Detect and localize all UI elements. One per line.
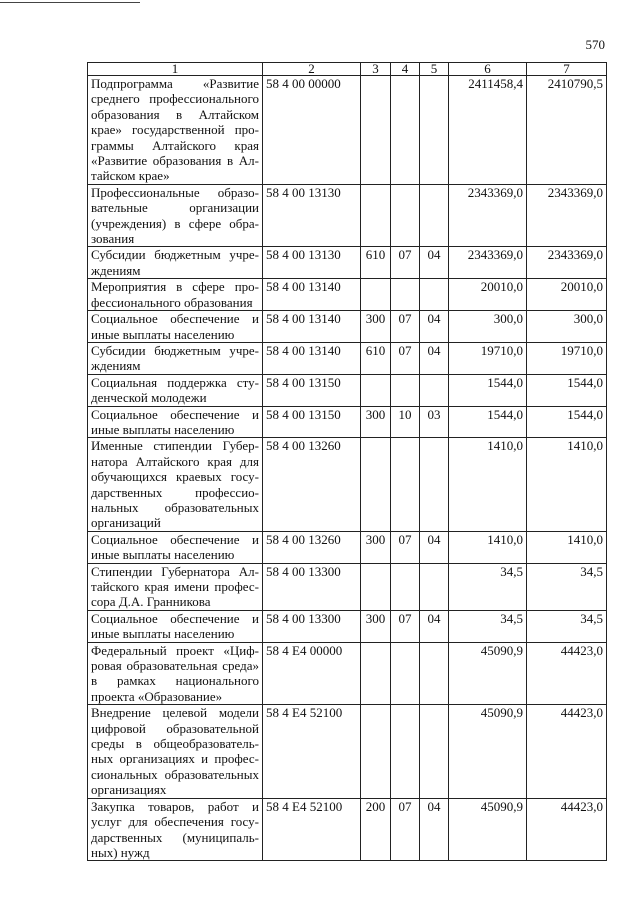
cell-amount-col6: 45090,9 (449, 642, 527, 705)
table-row (88, 705, 607, 798)
cell-name: Профессиональные образовательные организации (учреждения) в сфере образования (88, 184, 263, 247)
cell-section: 07 (391, 342, 420, 374)
cell-target-code: 58 4 E4 52100 (263, 798, 361, 861)
cell-section (391, 374, 420, 406)
cell-target-code: 58 4 00 13130 (263, 184, 361, 247)
cell-name: Субсидии бюджетным учреждениям (88, 247, 263, 279)
cell-amount-col7: 44423,0 (527, 642, 607, 705)
column-header: 6 (449, 63, 527, 76)
cell-expense-type: 300 (361, 311, 391, 343)
table-row (88, 610, 607, 642)
cell-expense-type: 610 (361, 342, 391, 374)
cell-target-code: 58 4 00 00000 (263, 76, 361, 185)
cell-target-code: 58 4 E4 00000 (263, 642, 361, 705)
cell-subsection: 04 (420, 311, 449, 343)
table-row (88, 438, 607, 531)
cell-amount-col7: 1410,0 (527, 531, 607, 563)
cell-section: 07 (391, 247, 420, 279)
cell-amount-col7: 2343369,0 (527, 247, 607, 279)
cell-amount-col7: 1544,0 (527, 374, 607, 406)
cell-name: Социальная поддержка студенческой молодежи (88, 374, 263, 406)
table-body (88, 76, 607, 861)
cell-section: 07 (391, 311, 420, 343)
cell-subsection: 04 (420, 247, 449, 279)
cell-amount-col7: 34,5 (527, 610, 607, 642)
table-row (88, 642, 607, 705)
cell-name: Социальное обеспечение и иные выплаты населению (88, 406, 263, 438)
cell-section: 07 (391, 798, 420, 861)
cell-target-code: 58 4 00 13300 (263, 563, 361, 610)
page-number: 570 (585, 37, 605, 52)
cell-amount-col7: 300,0 (527, 311, 607, 343)
cell-name: Подпрограмма «Развитие среднего профессионального образования в Алтайском крае» государственной программы Алтайского края «Развитие образования в Алтайском крае» (88, 76, 263, 185)
table-row (88, 342, 607, 374)
cell-subsection (420, 705, 449, 798)
cell-expense-type: 300 (361, 610, 391, 642)
table-row (88, 247, 607, 279)
cell-amount-col6: 34,5 (449, 610, 527, 642)
cell-expense-type: 300 (361, 531, 391, 563)
cell-amount-col7: 1410,0 (527, 438, 607, 531)
cell-section (391, 279, 420, 311)
cell-subsection (420, 76, 449, 185)
cell-expense-type (361, 279, 391, 311)
column-header: 3 (361, 63, 391, 76)
cell-amount-col6: 1410,0 (449, 531, 527, 563)
cell-amount-col6: 19710,0 (449, 342, 527, 374)
table-row (88, 76, 607, 185)
cell-subsection: 04 (420, 798, 449, 861)
cell-section: 07 (391, 531, 420, 563)
cell-name: Федеральный проект «Цифровая образовательная среда» в рамках национального проекта «Образование» (88, 642, 263, 705)
table-row (88, 184, 607, 247)
cell-name: Закупка товаров, работ и услуг для обеспечения государственных (муниципальных) нужд (88, 798, 263, 861)
cell-expense-type (361, 438, 391, 531)
cell-target-code: 58 4 00 13130 (263, 247, 361, 279)
cell-subsection (420, 438, 449, 531)
cell-section (391, 76, 420, 185)
cell-amount-col6: 34,5 (449, 563, 527, 610)
table-row (88, 406, 607, 438)
cell-amount-col7: 44423,0 (527, 798, 607, 861)
table-row (88, 798, 607, 861)
table-row (88, 374, 607, 406)
cell-target-code: 58 4 00 13260 (263, 531, 361, 563)
cell-expense-type (361, 642, 391, 705)
cell-target-code: 58 4 00 13300 (263, 610, 361, 642)
cell-target-code: 58 4 00 13140 (263, 279, 361, 311)
column-header: 2 (263, 63, 361, 76)
cell-target-code: 58 4 00 13150 (263, 406, 361, 438)
cell-section (391, 642, 420, 705)
cell-subsection: 04 (420, 342, 449, 374)
cell-amount-col7: 19710,0 (527, 342, 607, 374)
cell-target-code: 58 4 00 13140 (263, 342, 361, 374)
cell-name: Социальное обеспечение и иные выплаты населению (88, 610, 263, 642)
cell-amount-col6: 1410,0 (449, 438, 527, 531)
cell-amount-col6: 1544,0 (449, 406, 527, 438)
column-header: 4 (391, 63, 420, 76)
table-row (88, 311, 607, 343)
cell-name: Именные стипендии Губернатора Алтайского края для обучающихся краевых государственных профессиональных образовательных организаций (88, 438, 263, 531)
cell-amount-col7: 2343369,0 (527, 184, 607, 247)
column-header: 5 (420, 63, 449, 76)
cell-section: 07 (391, 610, 420, 642)
cell-amount-col7: 2410790,5 (527, 76, 607, 185)
cell-amount-col6: 300,0 (449, 311, 527, 343)
cell-expense-type (361, 374, 391, 406)
table-header-row (88, 63, 607, 76)
cell-subsection: 03 (420, 406, 449, 438)
cell-name: Субсидии бюджетным учреждениям (88, 342, 263, 374)
cell-amount-col6: 2411458,4 (449, 76, 527, 185)
cell-amount-col6: 45090,9 (449, 705, 527, 798)
cell-section: 10 (391, 406, 420, 438)
cell-subsection (420, 184, 449, 247)
cell-amount-col7: 1544,0 (527, 406, 607, 438)
cell-name: Мероприятия в сфере профессионального образования (88, 279, 263, 311)
cell-subsection (420, 279, 449, 311)
budget-table (87, 62, 607, 861)
column-header: 7 (527, 63, 607, 76)
table-row (88, 563, 607, 610)
cell-amount-col6: 45090,9 (449, 798, 527, 861)
cell-amount-col6: 2343369,0 (449, 184, 527, 247)
cell-expense-type (361, 76, 391, 185)
cell-subsection: 04 (420, 531, 449, 563)
cell-expense-type (361, 705, 391, 798)
cell-target-code: 58 4 00 13260 (263, 438, 361, 531)
cell-expense-type: 300 (361, 406, 391, 438)
cell-amount-col6: 1544,0 (449, 374, 527, 406)
cell-expense-type: 200 (361, 798, 391, 861)
cell-expense-type: 610 (361, 247, 391, 279)
cell-subsection: 04 (420, 610, 449, 642)
cell-target-code: 58 4 00 13140 (263, 311, 361, 343)
table-row (88, 531, 607, 563)
cell-subsection (420, 374, 449, 406)
cell-section (391, 705, 420, 798)
cell-amount-col7: 44423,0 (527, 705, 607, 798)
column-header: 1 (88, 63, 263, 76)
cell-section (391, 438, 420, 531)
cell-name: Социальное обеспечение и иные выплаты населению (88, 531, 263, 563)
cell-target-code: 58 4 00 13150 (263, 374, 361, 406)
cell-expense-type (361, 184, 391, 247)
cell-amount-col6: 20010,0 (449, 279, 527, 311)
cell-expense-type (361, 563, 391, 610)
cell-amount-col7: 34,5 (527, 563, 607, 610)
cell-name: Стипендии Губернатора Алтайского края имени профессора Д.А. Гранникова (88, 563, 263, 610)
cell-subsection (420, 563, 449, 610)
cell-amount-col6: 2343369,0 (449, 247, 527, 279)
cell-name: Внедрение целевой модели цифровой образовательной среды в общеобразовательных организациях и профессиональных образовательных организациях (88, 705, 263, 798)
scan-edge-line (0, 2, 140, 3)
cell-name: Социальное обеспечение и иные выплаты населению (88, 311, 263, 343)
cell-amount-col7: 20010,0 (527, 279, 607, 311)
cell-subsection (420, 642, 449, 705)
cell-section (391, 563, 420, 610)
cell-target-code: 58 4 E4 52100 (263, 705, 361, 798)
table-row (88, 279, 607, 311)
cell-section (391, 184, 420, 247)
